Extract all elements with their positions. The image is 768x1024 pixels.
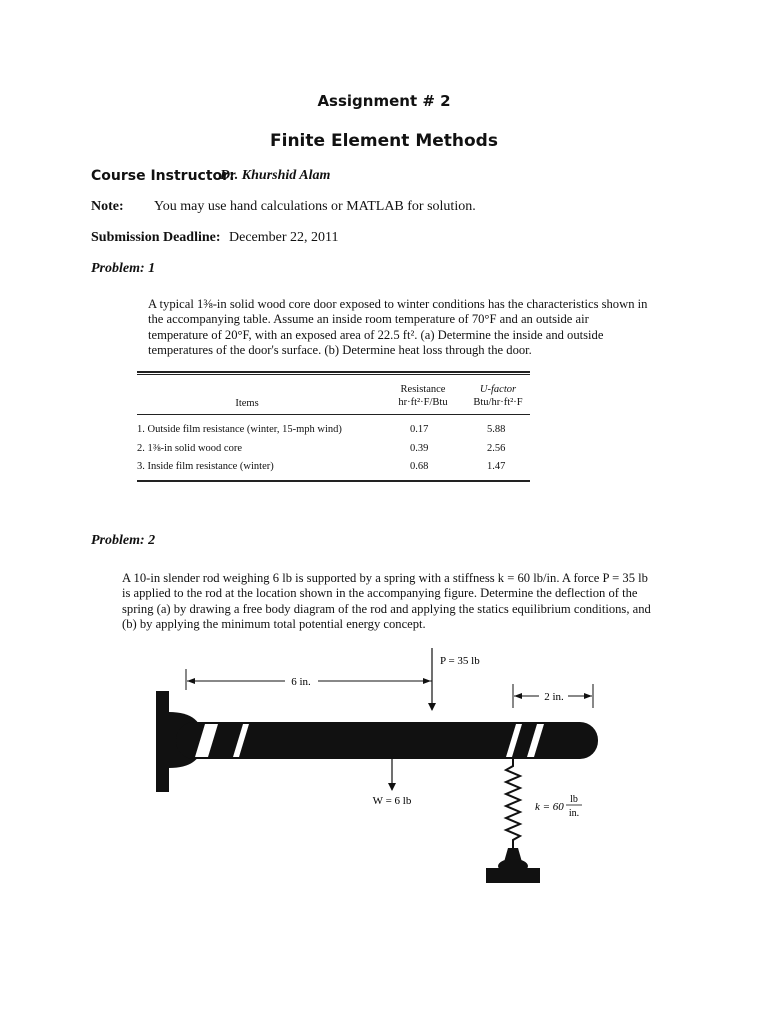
dim-2-label: 2 in.: [544, 691, 564, 703]
dim-2-arrow-left: [514, 693, 522, 699]
table-row-3-item: 3. Inside film resistance (winter): [137, 461, 274, 472]
instructor-name: Dr. Khurshid Alam: [220, 168, 331, 183]
spring: [506, 759, 520, 848]
k-unit-denominator: in.: [568, 808, 580, 819]
table-header-resistance-line2: hr·ft²·F/Btu: [398, 397, 448, 408]
deadline-label: Submission Deadline:: [91, 230, 221, 245]
note-text: You may use hand calculations or MATLAB for solution.: [154, 199, 476, 214]
table-row-3-resistance: 0.68: [410, 461, 429, 472]
ground-base: [486, 868, 540, 883]
table-header-ufactor-line2: Btu/hr·ft²·F: [473, 397, 523, 408]
deadline-text: December 22, 2011: [229, 230, 339, 245]
wall-support: [156, 691, 169, 792]
table-header-items: Items: [235, 398, 259, 409]
instructor-label: Course Instructor:: [91, 168, 235, 184]
problem-1-title: Problem: 1: [91, 261, 156, 276]
dim-6-arrow-right: [423, 678, 431, 684]
problem-2-statement: A 10-in slender rod weighing 6 lb is supported by a spring with a stiffness k = 60 lb/in. A force P = 35 lb is applied to the rod at the location shown in the accompanying figure. Determine the deflection of the spring (a) by drawing a free body diagram of the rod and applying the statics equilibrium conditions, and (b) by applying the minimum total potential energy concept.: [122, 571, 651, 631]
dim-6-arrow-left: [187, 678, 195, 684]
note-label: Note:: [91, 199, 124, 214]
problem-1-statement: A typical 1⅜-in solid wood core door exposed to winter conditions has the characteristics shown in the accompanying table. Assume an inside room temperature of 70°F and an outside air temperature of 20°F, with an exposed area of 22.5 ft². (a) Determine the inside and outside temperatures of the door's surface. (b) Determine heat loss through the door.: [148, 297, 648, 357]
table-row-2-item: 2. 1⅜-in solid wood core: [137, 443, 242, 454]
dim-2-arrow-right: [584, 693, 592, 699]
force-p-label: P = 35 lb: [440, 655, 480, 667]
k-unit-numerator: lb: [570, 794, 578, 805]
table-row-2-resistance: 0.39: [410, 443, 429, 454]
table-header-ufactor-line1: U-factor: [479, 384, 517, 395]
table-row-1-item: 1. Outside film resistance (winter, 15-mph wind): [137, 424, 342, 435]
assignment-heading: Assignment # 2: [317, 92, 451, 110]
course-heading: Finite Element Methods: [270, 131, 498, 151]
weight-label: W = 6 lb: [372, 795, 412, 807]
dim-6-label: 6 in.: [291, 676, 311, 688]
table-row-3-ufactor: 1.47: [487, 461, 506, 472]
table-header-resistance-line1: Resistance: [400, 384, 446, 395]
k-label: k = 60: [535, 801, 564, 813]
problem-2-title: Problem: 2: [91, 533, 156, 548]
table-row-1-resistance: 0.17: [410, 424, 429, 435]
table-row-2-ufactor: 2.56: [487, 443, 506, 454]
table-row-1-ufactor: 5.88: [487, 424, 506, 435]
